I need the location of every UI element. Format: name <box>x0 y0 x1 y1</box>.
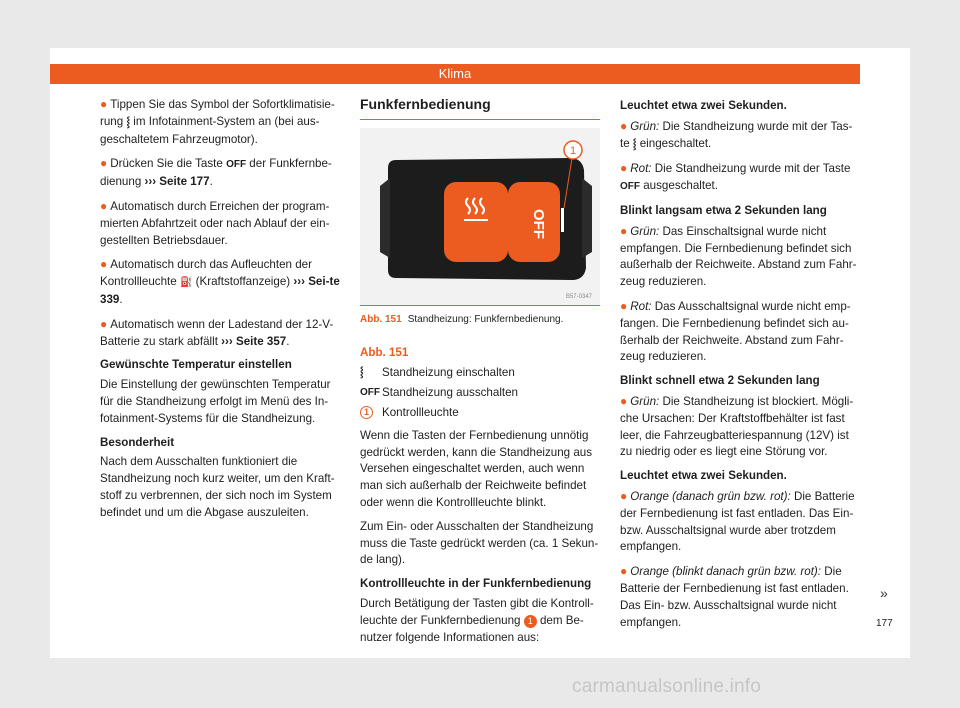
bullet-item: ● Tippen Sie das Symbol der Sofortklimatisie-rung ⸾ im Infotainment-System an (bei aus-geschaltetem Fahrzeugmotor). <box>100 97 335 146</box>
remote-control-illustration <box>360 128 600 306</box>
callout-number: 1 <box>569 144 577 157</box>
heater-icon: ⸾ <box>360 367 364 379</box>
bullet-item: ● Grün: Die Standheizung wurde mit der Tas-te ⸾ eingeschaltet. <box>620 118 860 154</box>
bullet-item: ● Orange (danach grün bzw. rot): Die Batterie der Fernbedienung ist fast entladen. Das Ein- bzw. Ausschaltsignal wurde aber trotzdem empfangen. <box>620 488 855 554</box>
bullet-item: ● Drücken Sie die Taste OFF der Funkfernbe-dienung ››› Seite 177. <box>100 156 332 189</box>
legend-reference: Abb. 151 <box>360 345 409 359</box>
bullet-item: ● Grün: Das Einschaltsignal wurde nicht empfangen. Die Fernbedienung befindet sich außerhalb der Reichweite. Abstand zum Fahr-zeug reduzieren. <box>620 223 857 289</box>
off-button-label: OFF <box>530 208 547 239</box>
bullet-icon: ● <box>100 316 108 331</box>
page-link[interactable]: ››› Seite 177 <box>144 175 210 189</box>
column-right <box>620 96 860 638</box>
legend-item: ⸾ Standheizung einschalten <box>360 365 600 382</box>
watermark: carmanualsonline.info <box>572 676 762 697</box>
bullet-item: ● Automatisch durch Erreichen der program-mierten Abfahrtzeit oder nach Ablauf der ein-gestellten Betriebsdauer. <box>100 198 330 247</box>
figure-code: B57-0347 <box>565 293 592 300</box>
bullet-icon: ● <box>620 488 628 503</box>
subheading: Leuchtet etwa zwei Sekunden. <box>620 99 787 112</box>
bullet-icon: ● <box>620 223 628 238</box>
bullet-icon: ● <box>100 198 108 213</box>
subheading: Blinkt langsam etwa 2 Sekunden lang <box>620 203 827 217</box>
subheading: Leuchtet etwa zwei Sekunden. <box>620 469 787 483</box>
subheading: Blinkt schnell etwa 2 Sekunden lang <box>620 374 820 388</box>
fuel-warning-icon: ⛽ <box>179 277 193 289</box>
subheading: Gewünschte Temperatur einstellen <box>100 358 292 372</box>
bullet-icon: ● <box>620 118 628 133</box>
chapter-header: Klima <box>50 64 860 84</box>
bullet-icon: ● <box>620 564 628 579</box>
paragraph: Durch Betätigung der Tasten gibt die Kontroll-leuchte der Funkfernbedienung 1 dem Be-nutzer folgende Informationen aus: <box>360 596 594 644</box>
bullet-icon: ● <box>100 257 108 272</box>
heater-icon: ⸾ <box>126 116 131 128</box>
page-number: 177 <box>876 618 893 629</box>
continue-icon: » <box>880 585 888 601</box>
off-icon: OFF <box>226 159 247 171</box>
paragraph: Nach dem Ausschalten funktioniert die Standheizung noch kurz weiter, um den Kraft-stoff zu verbrennen, der sich noch im System befindet und um die Abgase auszuleiten. <box>100 455 335 519</box>
bullet-item: ● Automatisch wenn der Ladestand der 12-V-Batterie zu stark abfällt ››› Seite 357. <box>100 316 334 348</box>
bullet-item: ● Rot: Das Ausschaltsignal wurde nicht emp-fangen. Die Fernbedienung befindet sich au-ßerhalb der Reichweite. Abstand zum Fahr-zeug reduzieren. <box>620 298 851 364</box>
subheading: Besonderheit <box>100 435 175 449</box>
column-left <box>100 96 340 529</box>
callout-icon: 1 <box>360 406 373 419</box>
bullet-item: ● Rot: Die Standheizung wurde mit der Taste OFF ausgeschaltet. <box>620 160 860 196</box>
paragraph: Die Einstellung der gewünschten Temperatur für die Standheizung erfolgt im Menü des In-fotainment-Systems für die Standheizung. <box>100 378 331 425</box>
bullet-item: ● Automatisch durch das Aufleuchten der Kontrollleuchte ⛽ (Kraftstoffanzeige) ››› Sei-te 339. <box>100 257 340 306</box>
off-icon: OFF <box>620 181 640 193</box>
section-title: Funkfernbedienung <box>360 96 600 120</box>
page-link[interactable]: ››› Seite 357 <box>221 334 287 348</box>
heater-icon: ⸾ <box>632 138 637 150</box>
column-middle <box>360 96 600 653</box>
off-icon: OFF <box>360 387 380 399</box>
legend-item: 1 Kontrollleuchte <box>360 405 600 422</box>
bullet-icon: ● <box>620 393 628 408</box>
bullet-item: ● Orange (blinkt danach grün bzw. rot): Die Batterie der Fernbedienung ist fast entladen. Das Ein- bzw. Ausschaltsignal wurde nicht empfangen. <box>620 564 849 629</box>
legend-item: OFF Standheizung ausschalten <box>360 385 600 402</box>
remote-control-figure <box>360 128 600 306</box>
bullet-icon: ● <box>620 161 628 176</box>
page-link[interactable]: ››› Sei-te 339 <box>100 275 340 306</box>
paragraph: Wenn die Tasten der Fernbedienung unnötig gedrückt werden, kann die Standheizung aus Versehen eingeschaltet werden, auch wenn man sich außerhalb der Reichweite befindet oder wenn die Kontrollleuchte blinkt. <box>360 428 593 509</box>
bullet-item: ● Grün: Die Standheizung ist blockiert. Mögli-che Ursachen: Der Kraftstoffbehälter ist fast leer, die Fahrzeugbatteriespannung (12V) ist zu niedrig oder es liegt eine Störung vor. <box>620 393 854 459</box>
bullet-icon: ● <box>100 97 108 111</box>
bullet-icon: ● <box>100 156 108 171</box>
figure-caption: Abb. 151 Standheizung: Funkfernbedienung. <box>360 313 564 325</box>
callout-icon: 1 <box>524 615 537 628</box>
bullet-icon: ● <box>620 298 628 313</box>
paragraph: Zum Ein- oder Ausschalten der Standheizung muss die Taste gedrückt werden (ca. 1 Sekun-de lang). <box>360 519 599 567</box>
subheading: Kontrollleuchte in der Funkfernbedienung <box>360 577 592 591</box>
